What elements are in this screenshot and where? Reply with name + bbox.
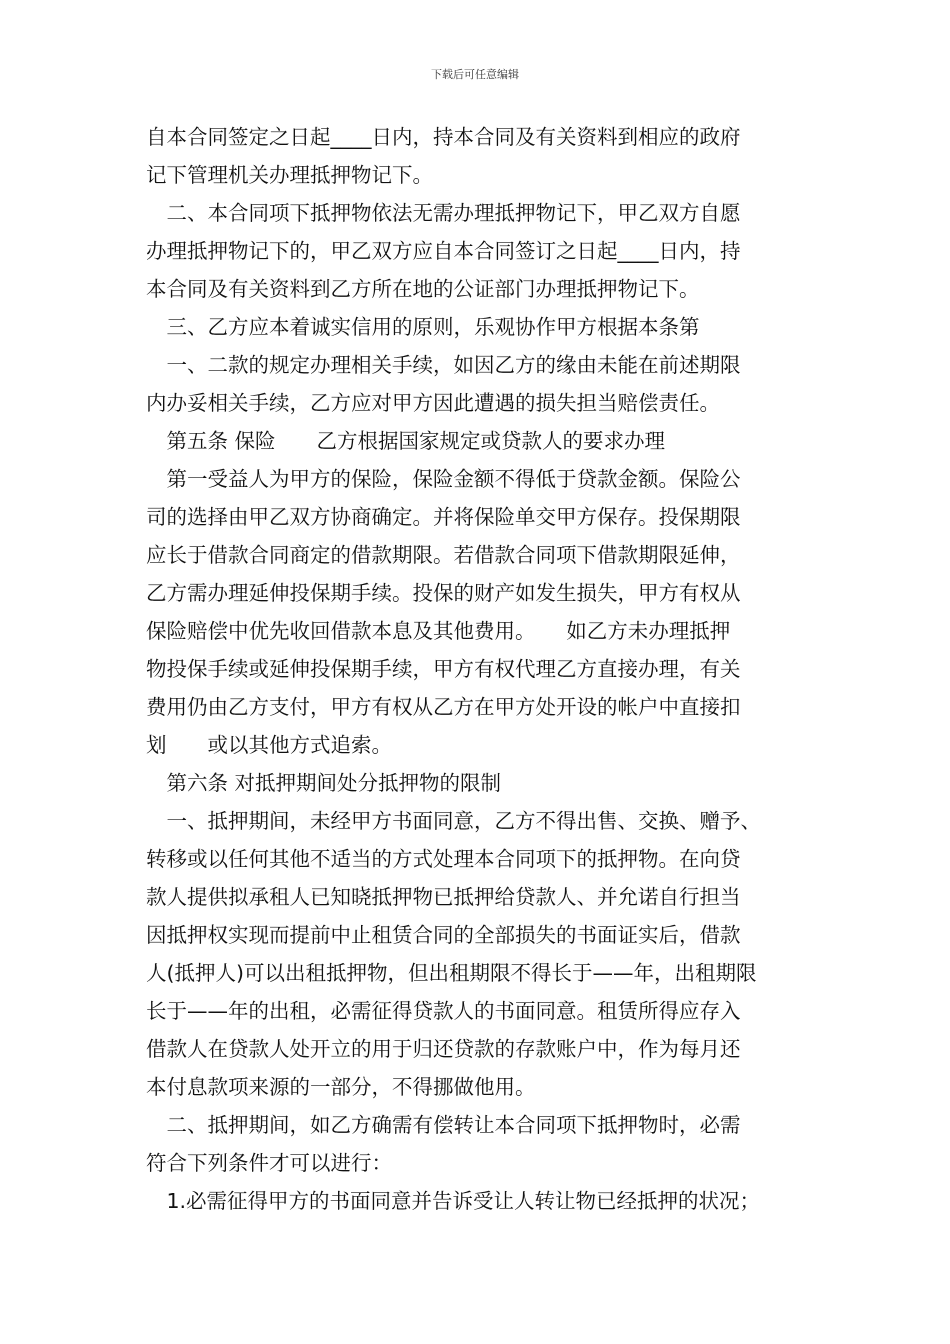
page-header: 下载后可任意编辑 bbox=[431, 68, 519, 81]
text-line: 人(抵押人)可以出租抵押物，但出租期限不得长于——年，出租期限 bbox=[146, 961, 757, 985]
text-line: 乙方需办理延伸投保期手续。投保的财产如发生损失，甲方有权从 bbox=[146, 581, 741, 605]
text-line: 长于——年的出租，必需征得贷款人的书面同意。租赁所得应存入 bbox=[146, 999, 741, 1023]
text-line: 划 或以其他方式追索。 bbox=[146, 733, 392, 757]
text-line: 第一受益人为甲方的保险，保险金额不得低于贷款金额。保险公 bbox=[146, 467, 741, 491]
text-line: 款人提供拟承租人已知晓抵押物已抵押给贷款人、并允诺自行担当 bbox=[146, 885, 741, 909]
text-line: 费用仍由乙方支付，甲方有权从乙方在甲方处开设的帐户中直接扣 bbox=[146, 695, 741, 719]
text-line: 物投保手续或延伸投保期手续，甲方有权代理乙方直接办理，有关 bbox=[146, 657, 741, 681]
text-line: 记下管理机关办理抵押物记下。 bbox=[146, 163, 433, 187]
text-line: 一、二款的规定办理相关手续，如因乙方的缘由未能在前述期限 bbox=[146, 353, 741, 377]
text-line: 本合同及有关资料到乙方所在地的公证部门办理抵押物记下。 bbox=[146, 277, 700, 301]
text-line: 因抵押权实现而提前中止租赁合同的全部损失的书面证实后，借款 bbox=[146, 923, 741, 947]
text-line: 内办妥相关手续，乙方应对甲方因此遭遇的损失担当赔偿责任。 bbox=[146, 391, 720, 415]
text-line: 自本合同签定之日起____日内，持本合同及有关资料到相应的政府 bbox=[146, 125, 741, 149]
text-line: 保险赔偿中优先收回借款本息及其他费用。 如乙方未办理抵押 bbox=[146, 619, 731, 643]
text-line: 符合下列条件才可以进行： bbox=[146, 1151, 392, 1175]
text-line: 三、乙方应本着诚实信用的原则，乐观协作甲方根据本条第 bbox=[146, 315, 700, 339]
text-line: 一、抵押期间，未经甲方书面同意，乙方不得出售、交换、赠予、 bbox=[146, 809, 761, 833]
text-line: 转移或以任何其他不适当的方式处理本合同项下的抵押物。在向贷 bbox=[146, 847, 741, 871]
document-body bbox=[146, 118, 826, 1220]
text-line: 办理抵押物记下的，甲乙双方应自本合同签订之日起____日内，持 bbox=[146, 239, 741, 263]
text-line: 应长于借款合同商定的借款期限。若借款合同项下借款期限延伸， bbox=[146, 543, 741, 567]
text-line: 二、本合同项下抵押物依法无需办理抵押物记下，甲乙双方自愿 bbox=[146, 201, 741, 225]
text-line: 借款人在贷款人处开立的用于归还贷款的存款账户中，作为每月还 bbox=[146, 1037, 741, 1061]
list-item: 1.必需征得甲方的书面同意并告诉受让人转让物已经抵押的状况； bbox=[146, 1189, 761, 1213]
text-line: 司的选择由甲乙双方协商确定。并将保险单交甲方保存。投保期限 bbox=[146, 505, 741, 529]
text-line: 二、抵押期间，如乙方确需有偿转让本合同项下抵押物时，必需 bbox=[146, 1113, 741, 1137]
text-line: 本付息款项来源的一部分，不得挪做他用。 bbox=[146, 1075, 536, 1099]
section-heading: 第五条 保险 乙方根据国家规定或贷款人的要求办理 bbox=[146, 429, 666, 453]
section-heading: 第六条 对抵押期间处分抵押物的限制 bbox=[146, 771, 502, 795]
